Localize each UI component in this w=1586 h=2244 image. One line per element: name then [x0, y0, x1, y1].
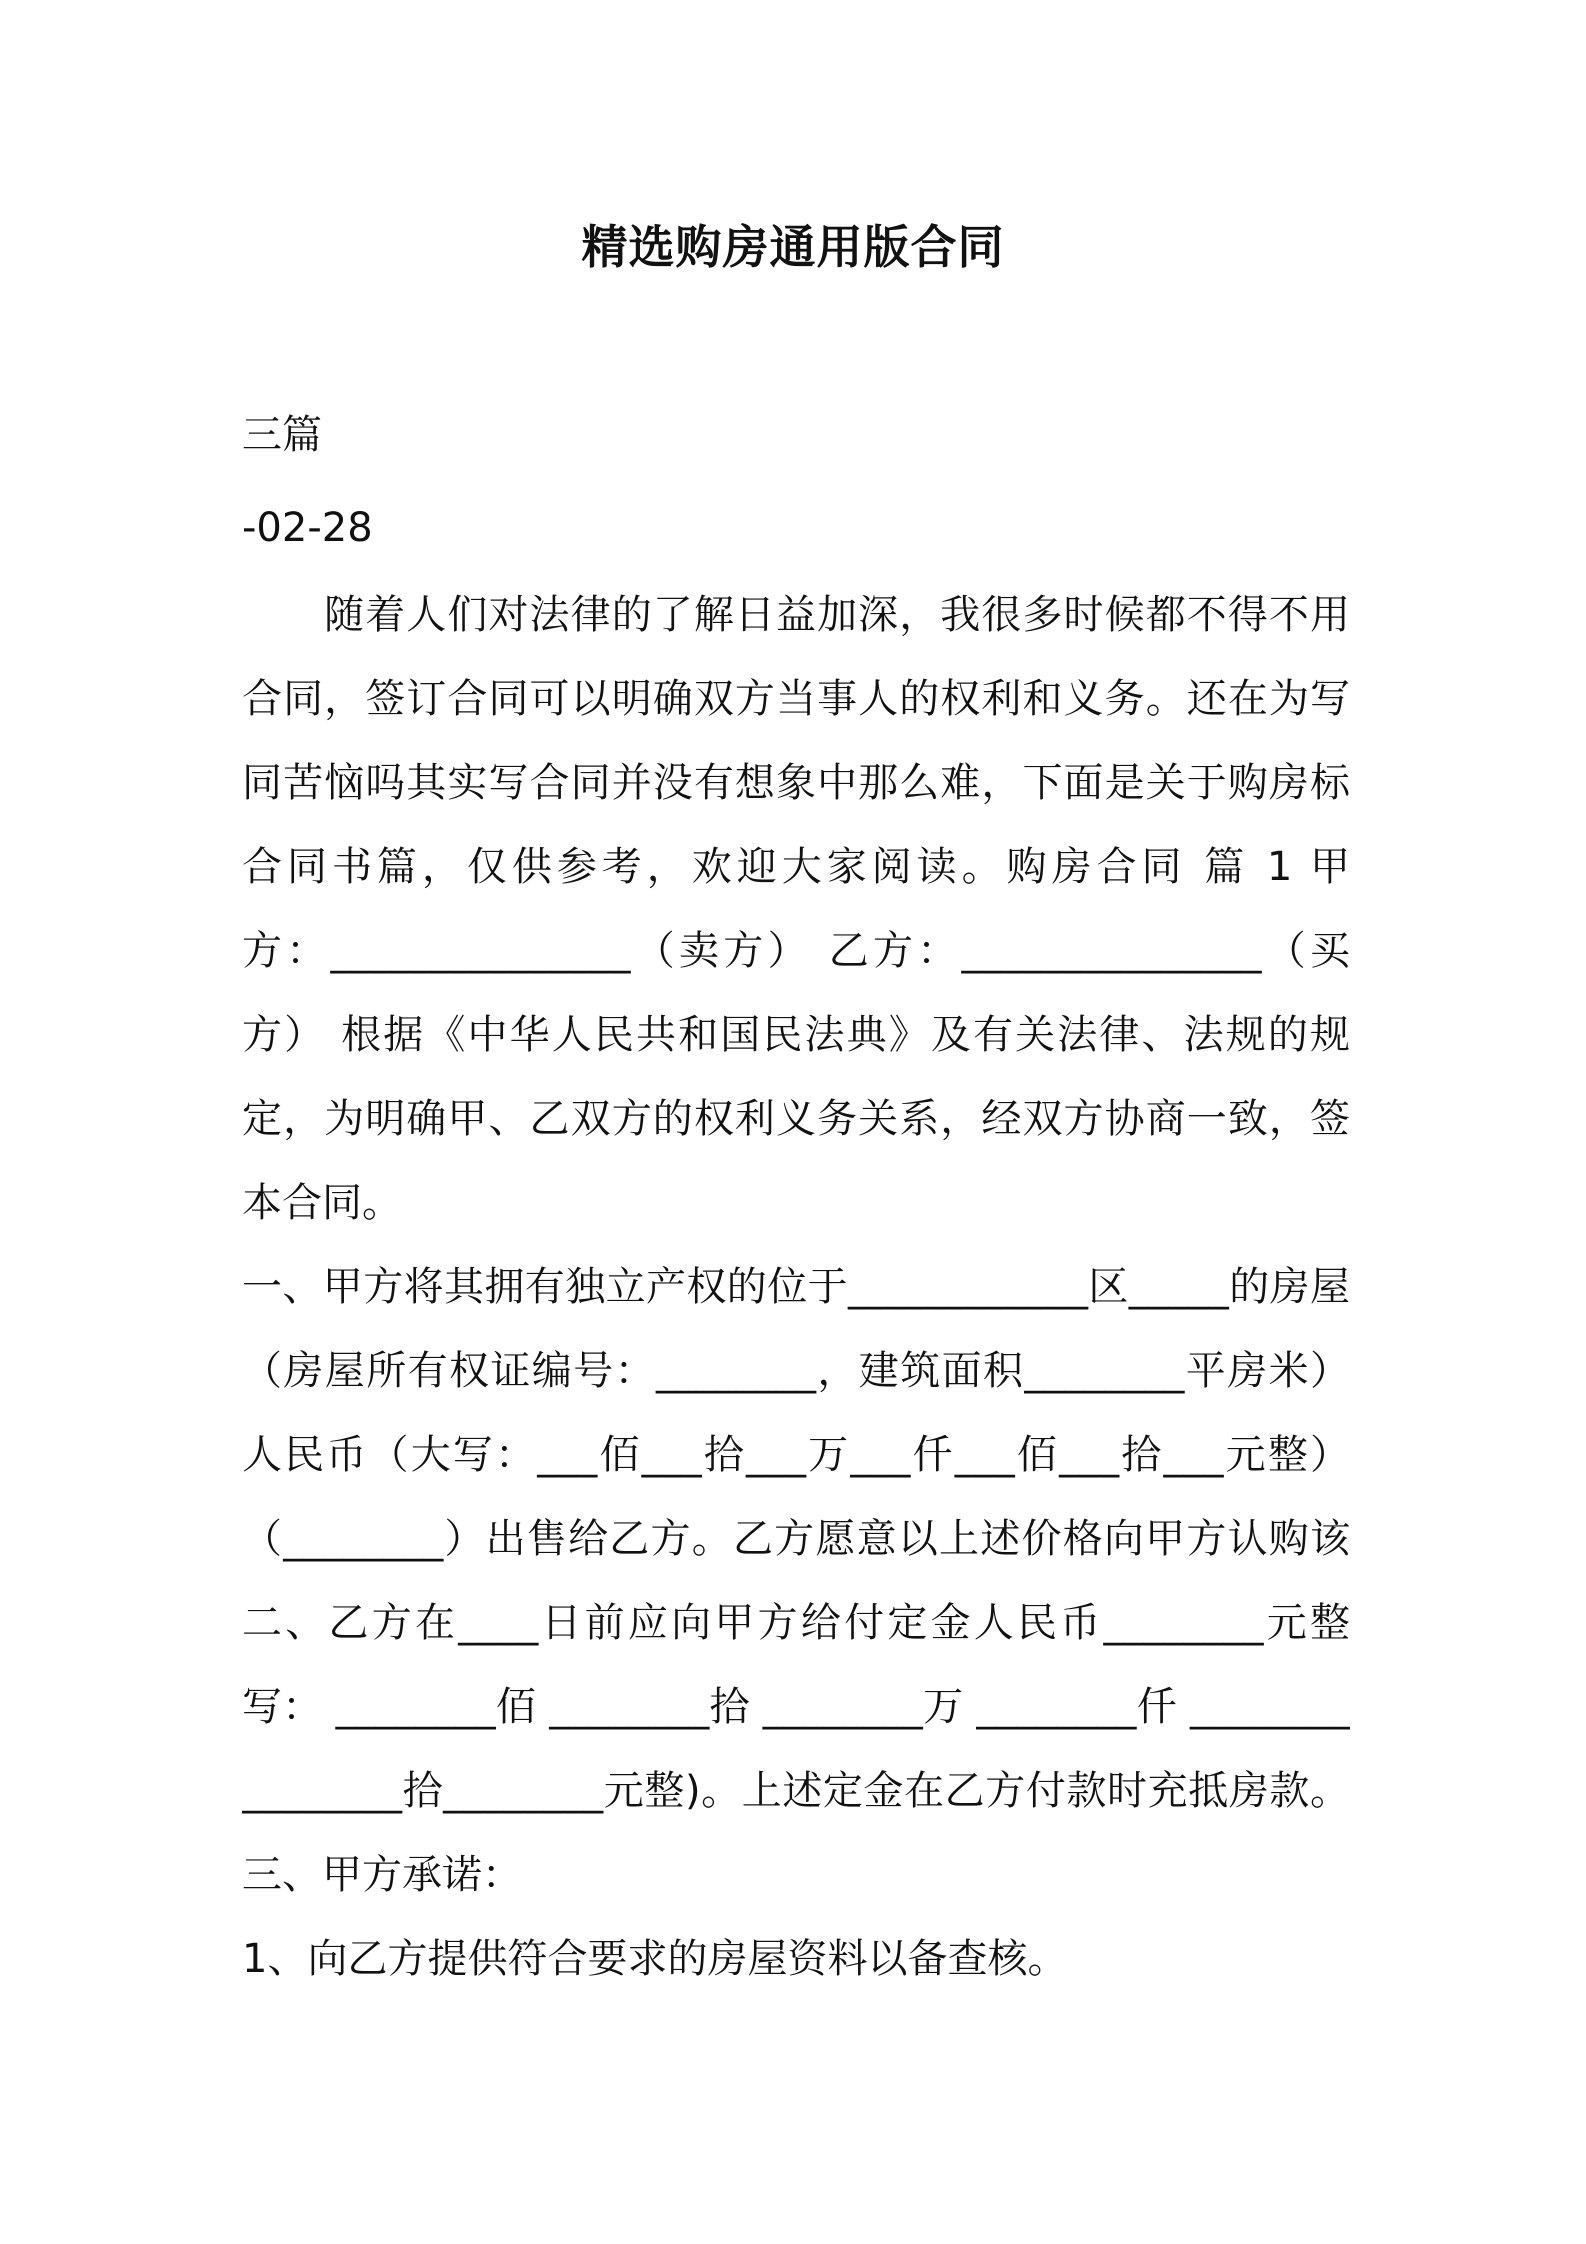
body-line: 人民币（大写：___佰___拾___万___仟___佰___拾___元整）	[242, 1432, 1350, 1478]
body-line: 方） 根据《中华人民共和国民法典》及有关法律、法规的规	[242, 1012, 1350, 1058]
body-line: （________）出售给乙方。乙方愿意以上述价格向甲方认购该	[242, 1516, 1350, 1562]
body-line: 本合同。	[242, 1180, 402, 1226]
document-title: 精选购房通用版合同	[581, 220, 1005, 274]
contract-body	[242, 573, 1350, 2001]
body-line: 方：_______________（卖方） 乙方：_______________（买	[242, 928, 1350, 974]
body-line: 同苦恼吗其实写合同并没有想象中那么难，下面是关于购房标	[242, 760, 1350, 806]
body-line: 合同书篇，仅供参考，欢迎大家阅读。购房合同 篇 1 甲	[242, 844, 1350, 890]
document-date: -02-28	[242, 505, 373, 551]
body-line: （房屋所有权证编号：________，建筑面积________平房米）	[242, 1348, 1350, 1394]
body-line: 一、甲方将其拥有独立产权的位于____________区_____的房屋	[242, 1264, 1350, 1310]
body-line: 三、甲方承诺：	[242, 1852, 522, 1898]
body-line: 写： ________佰 ________拾 ________万 ________仟 ________	[242, 1684, 1350, 1730]
body-line: 合同，签订合同可以明确双方当事人的权利和义务。还在为写	[242, 676, 1350, 722]
body-line: 二、乙方在____日前应向甲方给付定金人民币________元整	[242, 1600, 1350, 1646]
body-line: ________拾________元整)。上述定金在乙方付款时充抵房款。	[242, 1768, 1350, 1814]
body-line: 定，为明确甲、乙双方的权利义务关系，经双方协商一致，签	[242, 1096, 1350, 1142]
body-line: 随着人们对法律的了解日益加深，我很多时候都不得不用	[324, 592, 1350, 638]
document-subtitle: 三篇	[242, 412, 322, 458]
body-line: 1、向乙方提供符合要求的房屋资料以备查核。	[242, 1936, 1068, 1982]
